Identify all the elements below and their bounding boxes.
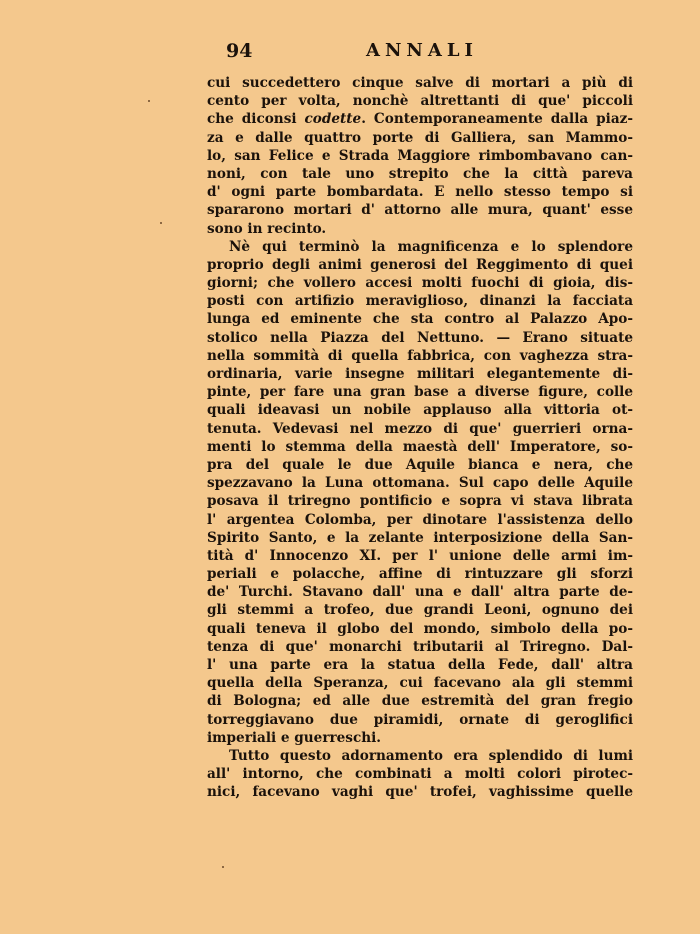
text-line: quali ideavasi un nobile applauso alla vittoria ot-	[207, 402, 633, 419]
text-line: che diconsi codette. Contemporaneamente dalla piaz-	[207, 111, 633, 128]
page-number: 94	[226, 40, 253, 62]
text-line: Nè qui terminò la magnificenza e lo splendore	[229, 238, 633, 255]
text-line: Tutto questo adornamento era splendido di lumi	[229, 747, 633, 764]
text-line: spararono mortari d' attorno alle mura, quant' esse	[207, 202, 633, 219]
text-line: noni, con tale uno strepito che la città pareva	[207, 165, 633, 182]
paper-speck	[148, 100, 150, 102]
text-line: d' ogni parte bombardata. E nello stesso tempo si	[207, 184, 633, 201]
text-line: pra del quale le due Aquile bianca e nera, che	[207, 456, 633, 473]
text-line: posti con artifizio meraviglioso, dinanzi la facciata	[207, 293, 633, 310]
text-line: proprio degli animi generosi del Reggimento di quei	[207, 256, 633, 273]
text-line: di Bologna; ed alle due estremità del gran fregio	[207, 693, 633, 710]
text-line: lo, san Felice e Strada Maggiore rimbombavano can-	[207, 147, 633, 164]
text-line: l' argentea Colomba, per dinotare l'assistenza dello	[207, 511, 633, 528]
text-line: nici, facevano vaghi que' trofei, vaghissime quelle	[207, 784, 633, 801]
paper-speck	[222, 866, 224, 868]
text-line: torreggiavano due piramidi, ornate di geroglifici	[207, 711, 633, 728]
text-line: cui succedettero cinque salve di mortari a più di	[207, 75, 633, 91]
paper-speck	[160, 222, 162, 224]
text-line: tenuta. Vedevasi nel mezzo di que' guerrieri orna-	[207, 420, 633, 437]
text-line: tità d' Innocenzo XI. per l' unione delle armi im-	[207, 547, 633, 564]
running-title: ANNALI	[366, 40, 478, 61]
page-header	[0, 40, 700, 66]
text-line: cento per volta, nonchè altrettanti di que' piccoli	[207, 93, 633, 110]
text-line: l' una parte era la statua della Fede, dall' altra	[207, 657, 633, 673]
text-line: lunga ed eminente che sta contro al Palazzo Apo-	[207, 311, 633, 328]
body-text	[207, 74, 633, 802]
text-line: Spirito Santo, e la zelante interposizione della San-	[207, 529, 633, 546]
text-line: posava il triregno pontificio e sopra vi stava librata	[207, 493, 633, 510]
text-line: imperiali e guerreschi.	[207, 729, 381, 746]
text-line: tenza di que' monarchi tributarii al Triregno. Dal-	[207, 638, 633, 655]
text-line: nella sommità di quella fabbrica, con vaghezza stra-	[207, 347, 633, 364]
text-line: za e dalle quattro porte di Galliera, san Mammo-	[207, 129, 633, 146]
text-line: periali e polacche, affine di rintuzzare gli sforzi	[207, 566, 633, 583]
text-line: giorni; che vollero accesi molti fuochi di gioia, dis-	[207, 275, 633, 292]
text-line: quella della Speranza, cui facevano ala gli stemmi	[207, 675, 633, 692]
text-line: quali teneva il globo del mondo, simbolo della po-	[207, 620, 633, 637]
text-line: pinte, per fare una gran base a diverse figure, colle	[207, 384, 633, 401]
text-line: gli stemmi a trofeo, due grandi Leoni, ognuno dei	[207, 602, 633, 619]
text-line: ordinaria, varie insegne militari elegantemente di-	[207, 366, 633, 382]
text-line: de' Turchi. Stavano dall' una e dall' altra parte de-	[207, 584, 633, 601]
text-line: sono in recinto.	[207, 220, 327, 237]
text-line: spezzavano la Luna ottomana. Sul capo delle Aquile	[207, 475, 633, 492]
text-line: menti lo stemma della maestà dell' Imperatore, so-	[207, 438, 633, 455]
text-line: all' intorno, che combinati a molti colori pirotec-	[207, 766, 633, 783]
text-line: stolico nella Piazza del Nettuno. — Erano situate	[207, 329, 633, 346]
